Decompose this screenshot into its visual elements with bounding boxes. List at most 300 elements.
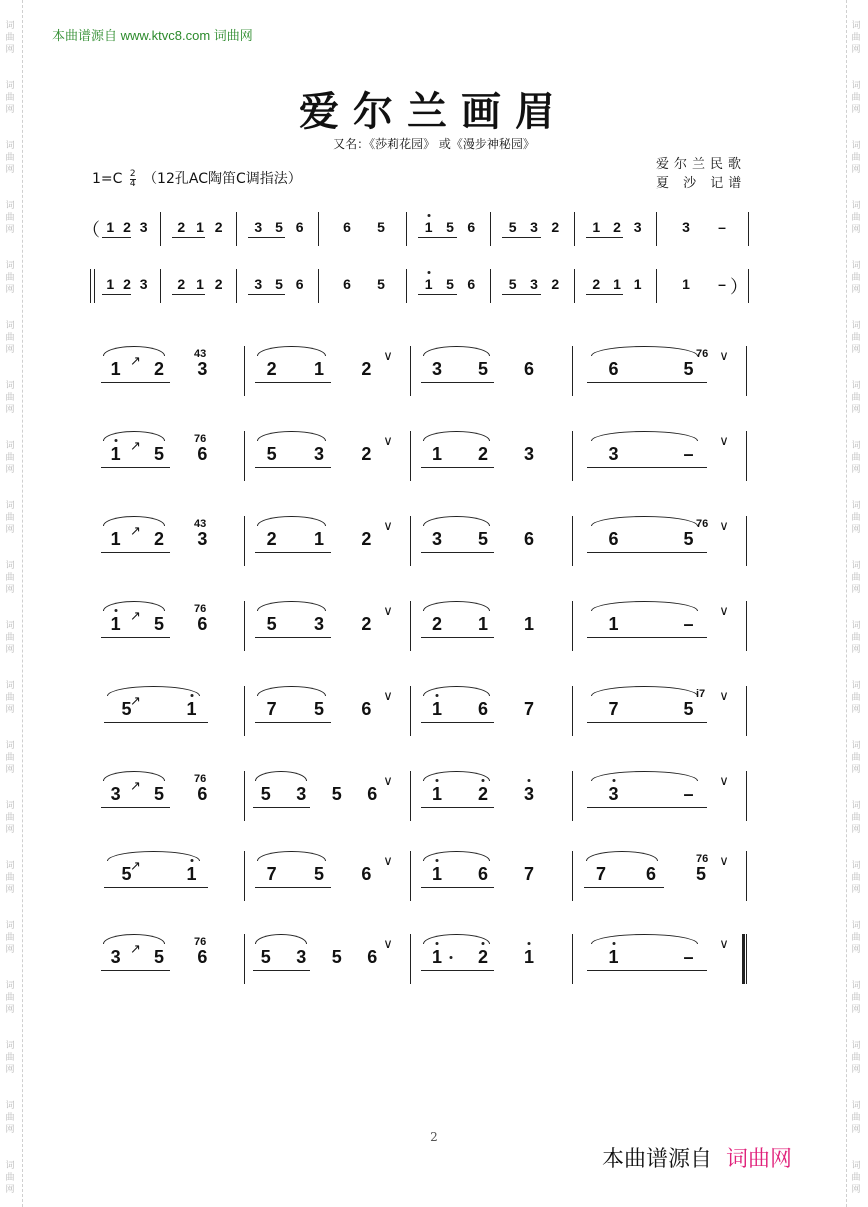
breath-mark: ∨ <box>383 773 393 788</box>
barline <box>244 516 245 566</box>
slur <box>586 851 658 861</box>
barline <box>572 431 573 481</box>
song-subtitle: 又名：《莎莉花园》 或《漫步神秘园》 <box>333 137 535 151</box>
barline <box>410 934 411 984</box>
composer-line-2: 夏 沙 记谱 <box>656 176 747 191</box>
note: – <box>683 444 694 464</box>
note: 2 <box>266 529 277 549</box>
time-top: 2 <box>129 168 136 179</box>
note: 3 <box>682 219 690 235</box>
note: 3 <box>139 219 148 235</box>
octave-dot <box>528 779 531 782</box>
note: 5 <box>260 784 271 804</box>
duration-dot <box>450 956 453 959</box>
watermark-glyphs: 词 曲 网 <box>5 501 15 535</box>
watermark-glyphs: 词 曲 网 <box>5 981 15 1015</box>
beam-line <box>421 552 495 553</box>
note: 3 <box>254 276 263 292</box>
note: 1 <box>682 276 690 292</box>
barline <box>406 212 407 246</box>
watermark-glyphs: 词 曲 网 <box>851 21 861 55</box>
barline <box>572 346 573 396</box>
watermark-glyphs: 词 曲 网 <box>5 921 15 955</box>
breath-mark: ∨ <box>383 853 393 868</box>
note: 5 <box>508 276 517 292</box>
ornament-arrow: ↗ <box>130 354 141 369</box>
note: 1 <box>106 276 115 292</box>
watermark-glyphs: 词 曲 网 <box>5 1161 15 1195</box>
slur <box>423 516 489 526</box>
note: 1 <box>424 219 433 235</box>
barline <box>410 771 411 821</box>
note: 1 <box>613 276 621 292</box>
note: 2 <box>266 359 277 379</box>
watermark-glyphs: 词 曲 网 <box>5 861 15 895</box>
note: 1 <box>523 614 535 634</box>
note: 3 <box>197 529 208 549</box>
watermark-glyphs: 词 曲 网 <box>851 141 861 175</box>
barline <box>90 269 91 303</box>
note: 6 <box>197 444 208 464</box>
octave-dot <box>427 271 430 274</box>
note: 6 <box>361 699 372 719</box>
beam-line <box>421 722 495 723</box>
key-signature <box>92 168 302 189</box>
watermark-glyphs: 词 曲 网 <box>5 381 15 415</box>
beam-line <box>101 970 170 971</box>
note: 5 <box>275 276 283 292</box>
note: 6 <box>197 614 208 634</box>
slur <box>423 934 489 944</box>
ornament-arrow: ↗ <box>130 859 141 874</box>
ornament-arrow: ↗ <box>130 779 141 794</box>
beam-line <box>502 237 541 238</box>
note: 2 <box>477 784 489 804</box>
note: 6 <box>608 359 619 379</box>
beam-line <box>102 294 131 295</box>
barline <box>244 686 245 736</box>
note: 1 <box>110 444 121 464</box>
note: 6 <box>343 219 351 235</box>
barline <box>746 431 747 481</box>
barline <box>410 601 411 651</box>
barline <box>410 686 411 736</box>
note: 2 <box>177 219 186 235</box>
beam-line <box>104 722 208 723</box>
right-watermark-strip <box>846 0 868 1207</box>
octave-dot <box>528 942 531 945</box>
note: 3 <box>431 529 443 549</box>
note: 5 <box>266 614 277 634</box>
barline <box>244 601 245 651</box>
slur <box>257 851 325 861</box>
grace-notes: 43 <box>194 348 207 360</box>
note: 5 <box>331 784 342 804</box>
time-bottom: 4 <box>129 178 136 189</box>
breath-mark: ∨ <box>383 518 393 533</box>
beam-line <box>587 552 707 553</box>
note: 2 <box>613 219 621 235</box>
barline <box>572 934 573 984</box>
barline <box>572 686 573 736</box>
slur <box>591 934 698 944</box>
note: 6 <box>477 699 489 719</box>
time-signature <box>130 170 136 189</box>
note: 2 <box>551 276 560 292</box>
slur <box>591 431 698 441</box>
final-barline <box>742 934 745 984</box>
note: 2 <box>214 219 223 235</box>
beam-line <box>587 637 707 638</box>
note: 2 <box>153 529 165 549</box>
slur <box>257 346 325 356</box>
ornament-arrow: ↗ <box>130 524 141 539</box>
note: 7 <box>608 699 619 719</box>
note: – <box>683 947 694 967</box>
grace-notes: 76 <box>194 936 207 948</box>
note: 6 <box>361 864 372 884</box>
beam-line <box>421 970 495 971</box>
slur <box>257 431 325 441</box>
watermark-glyphs: 词 曲 网 <box>851 81 861 115</box>
slur <box>591 771 698 781</box>
watermark-glyphs: 词 曲 网 <box>851 261 861 295</box>
note: 1 <box>186 699 197 719</box>
note: 3 <box>296 947 307 967</box>
note: 7 <box>595 864 607 884</box>
beam-line <box>255 722 331 723</box>
ornament-arrow: ↗ <box>130 694 141 709</box>
watermark-glyphs: 词 曲 网 <box>5 561 15 595</box>
note: – <box>718 276 726 292</box>
watermark-glyphs: 词 曲 网 <box>5 201 15 235</box>
note: 3 <box>197 359 208 379</box>
barline <box>410 346 411 396</box>
note: 2 <box>551 219 560 235</box>
barline <box>410 431 411 481</box>
breath-mark: ∨ <box>719 603 729 618</box>
bottom-source-prefix: 本曲谱源自 <box>602 1147 713 1172</box>
note: 3 <box>523 784 535 804</box>
watermark-glyphs: 词 曲 网 <box>5 801 15 835</box>
beam-line <box>104 887 208 888</box>
watermark-glyphs: 词 曲 网 <box>5 741 15 775</box>
breath-mark: ∨ <box>383 433 393 448</box>
beam-line <box>253 807 310 808</box>
note: 1 <box>523 947 535 967</box>
watermark-glyphs: 词 曲 网 <box>851 681 861 715</box>
left-dashed-border <box>22 0 23 1207</box>
beam-line <box>255 637 331 638</box>
note: 3 <box>110 947 121 967</box>
barline <box>746 686 747 736</box>
note: 1 <box>431 784 443 804</box>
beam-line <box>255 552 331 553</box>
beam-line <box>248 237 285 238</box>
note: 7 <box>266 699 277 719</box>
slur <box>591 601 698 611</box>
note: 5 <box>377 219 385 235</box>
note: 7 <box>266 864 277 884</box>
breath-mark: ∨ <box>383 688 393 703</box>
repeat-barline <box>94 269 95 303</box>
note: 6 <box>295 276 304 292</box>
beam-line <box>421 382 495 383</box>
beam-line <box>248 294 285 295</box>
beam-line <box>255 467 331 468</box>
note: 6 <box>343 276 351 292</box>
watermark-glyphs: 词 曲 网 <box>5 441 15 475</box>
beam-line <box>587 382 707 383</box>
note: 2 <box>477 444 489 464</box>
grace-notes: 76 <box>696 518 709 530</box>
watermark-glyphs: 词 曲 网 <box>5 1041 15 1075</box>
barline <box>490 269 491 303</box>
watermark-glyphs: 词 曲 网 <box>5 261 15 295</box>
barline <box>572 516 573 566</box>
slur <box>591 516 698 526</box>
watermark-glyphs: 词 曲 网 <box>851 561 861 595</box>
note: 1 <box>608 614 619 634</box>
barline <box>574 269 575 303</box>
barline <box>656 269 657 303</box>
note: 5 <box>313 864 325 884</box>
note: 1 <box>477 614 489 634</box>
note: 5 <box>153 947 165 967</box>
slur <box>257 686 325 696</box>
beam-line <box>421 637 495 638</box>
note: 6 <box>467 276 476 292</box>
note: 3 <box>296 784 307 804</box>
note: 1 <box>431 864 443 884</box>
note: 5 <box>121 864 132 884</box>
barline <box>746 601 747 651</box>
barline <box>410 516 411 566</box>
note: 5 <box>446 219 454 235</box>
barline <box>244 934 245 984</box>
note: 5 <box>446 276 454 292</box>
watermark-glyphs: 词 曲 网 <box>851 741 861 775</box>
beam-line <box>586 237 623 238</box>
watermark-glyphs: 词 曲 网 <box>5 321 15 355</box>
barline <box>244 431 245 481</box>
note: 1 <box>110 614 121 634</box>
breath-mark: ∨ <box>719 348 729 363</box>
top-source-text: 本曲谱源自 www.ktvc8.com 词曲网 <box>52 28 253 43</box>
note: 1 <box>110 359 121 379</box>
watermark-glyphs: 词 曲 网 <box>851 321 861 355</box>
left-watermark-strip <box>0 0 22 1207</box>
watermark-glyphs: 词 曲 网 <box>851 1161 861 1195</box>
note: 6 <box>295 219 304 235</box>
note: 5 <box>683 529 694 549</box>
barline <box>236 269 237 303</box>
slur <box>423 851 489 861</box>
beam-line <box>418 237 457 238</box>
barline <box>746 851 747 901</box>
note: 1 <box>313 359 325 379</box>
barline <box>318 269 319 303</box>
watermark-glyphs: 词 曲 网 <box>851 801 861 835</box>
beam-line <box>586 294 623 295</box>
barline <box>574 212 575 246</box>
beam-line <box>421 807 495 808</box>
beam-line <box>255 887 331 888</box>
watermark-glyphs: 词 曲 网 <box>5 21 15 55</box>
slur <box>423 431 489 441</box>
beam-line <box>101 467 170 468</box>
ornament-arrow: ↗ <box>130 942 141 957</box>
beam-line <box>421 467 495 468</box>
barline <box>746 516 747 566</box>
barline <box>572 771 573 821</box>
note: 7 <box>523 699 535 719</box>
watermark-glyphs: 词 曲 网 <box>851 381 861 415</box>
note: 6 <box>197 784 208 804</box>
barline <box>406 269 407 303</box>
grace-notes: 76 <box>194 773 207 785</box>
beam-line <box>502 294 541 295</box>
beam-line <box>102 237 131 238</box>
note: 6 <box>367 947 378 967</box>
note: 5 <box>121 699 132 719</box>
grace-notes: 43 <box>194 518 207 530</box>
beam-line <box>587 970 707 971</box>
note: 1 <box>424 276 433 292</box>
note: 1 <box>592 219 601 235</box>
note: – <box>683 784 694 804</box>
note: 3 <box>608 444 619 464</box>
note: 5 <box>695 864 707 884</box>
watermark-glyphs: 词 曲 网 <box>851 981 861 1015</box>
ornament-arrow: ↗ <box>130 609 141 624</box>
slur <box>107 851 200 861</box>
barline <box>160 269 161 303</box>
note: 2 <box>123 219 131 235</box>
ornament-arrow: ↗ <box>130 439 141 454</box>
barline <box>490 212 491 246</box>
note: 1 <box>633 276 642 292</box>
slur <box>257 601 325 611</box>
note: 2 <box>361 614 372 634</box>
note: 2 <box>361 444 372 464</box>
slur <box>423 686 489 696</box>
note: 2 <box>361 529 372 549</box>
note: 3 <box>139 276 148 292</box>
barline <box>746 346 747 396</box>
slur <box>255 934 307 944</box>
note: 3 <box>633 219 642 235</box>
beam-line <box>172 237 205 238</box>
beam-line <box>587 807 707 808</box>
watermark-glyphs: 词 曲 网 <box>851 921 861 955</box>
watermark-glyphs: 词 曲 网 <box>851 1101 861 1135</box>
watermark-glyphs: 词 曲 网 <box>851 201 861 235</box>
note: 1 <box>431 947 443 967</box>
note: 1 <box>431 699 443 719</box>
note: 6 <box>608 529 619 549</box>
bottom-source-site: 词曲网 <box>726 1147 793 1172</box>
note: 6 <box>467 219 476 235</box>
watermark-glyphs: 词 曲 网 <box>851 1041 861 1075</box>
note: 5 <box>275 219 283 235</box>
barline <box>244 771 245 821</box>
note: 2 <box>153 359 165 379</box>
note: 3 <box>523 444 535 464</box>
composer-credit <box>656 155 746 193</box>
note: 2 <box>177 276 186 292</box>
grace-notes: 76 <box>696 853 709 865</box>
barline <box>746 934 747 984</box>
note: 2 <box>361 359 372 379</box>
note: 7 <box>523 864 535 884</box>
beam-line <box>101 552 170 553</box>
note: 2 <box>592 276 601 292</box>
grace-notes: 76 <box>696 348 709 360</box>
barline <box>572 601 573 651</box>
beam-line <box>172 294 205 295</box>
beam-line <box>253 970 310 971</box>
key-label: 1=C <box>92 171 123 187</box>
beam-line <box>584 887 664 888</box>
note: 3 <box>110 784 121 804</box>
beam-line <box>101 807 170 808</box>
note: 5 <box>477 529 489 549</box>
barline <box>746 771 747 821</box>
watermark-glyphs: 词 曲 网 <box>851 441 861 475</box>
note: 1 <box>313 529 325 549</box>
note: 1 <box>608 947 619 967</box>
breath-mark: ∨ <box>719 688 729 703</box>
note: 5 <box>683 359 694 379</box>
breath-mark: ∨ <box>719 936 729 951</box>
open-paren: （ <box>82 220 100 240</box>
note: 5 <box>153 614 165 634</box>
note: – <box>718 219 726 235</box>
note: 6 <box>645 864 657 884</box>
note: 2 <box>477 947 489 967</box>
note: 2 <box>123 276 131 292</box>
barline <box>410 851 411 901</box>
beam-line <box>418 294 457 295</box>
watermark-glyphs: 词 曲 网 <box>851 621 861 655</box>
note: 5 <box>260 947 271 967</box>
slur <box>257 516 325 526</box>
beam-line <box>255 382 331 383</box>
note: 1 <box>186 864 197 884</box>
note: 5 <box>153 444 165 464</box>
note: 3 <box>530 219 538 235</box>
note: 2 <box>214 276 223 292</box>
note: 6 <box>197 947 208 967</box>
beam-line <box>421 887 495 888</box>
note: 3 <box>254 219 263 235</box>
note: 1 <box>106 219 115 235</box>
page-number: 2 <box>430 1130 438 1144</box>
note: 1 <box>110 529 121 549</box>
beam-line <box>101 637 170 638</box>
watermark-glyphs: 词 曲 网 <box>5 141 15 175</box>
breath-mark: ∨ <box>383 348 393 363</box>
note: 3 <box>608 784 619 804</box>
grace-notes: 76 <box>194 603 207 615</box>
note: 5 <box>508 219 517 235</box>
beam-line <box>101 382 170 383</box>
note: 5 <box>153 784 165 804</box>
breath-mark: ∨ <box>719 518 729 533</box>
note: 1 <box>431 444 443 464</box>
breath-mark: ∨ <box>719 773 729 788</box>
